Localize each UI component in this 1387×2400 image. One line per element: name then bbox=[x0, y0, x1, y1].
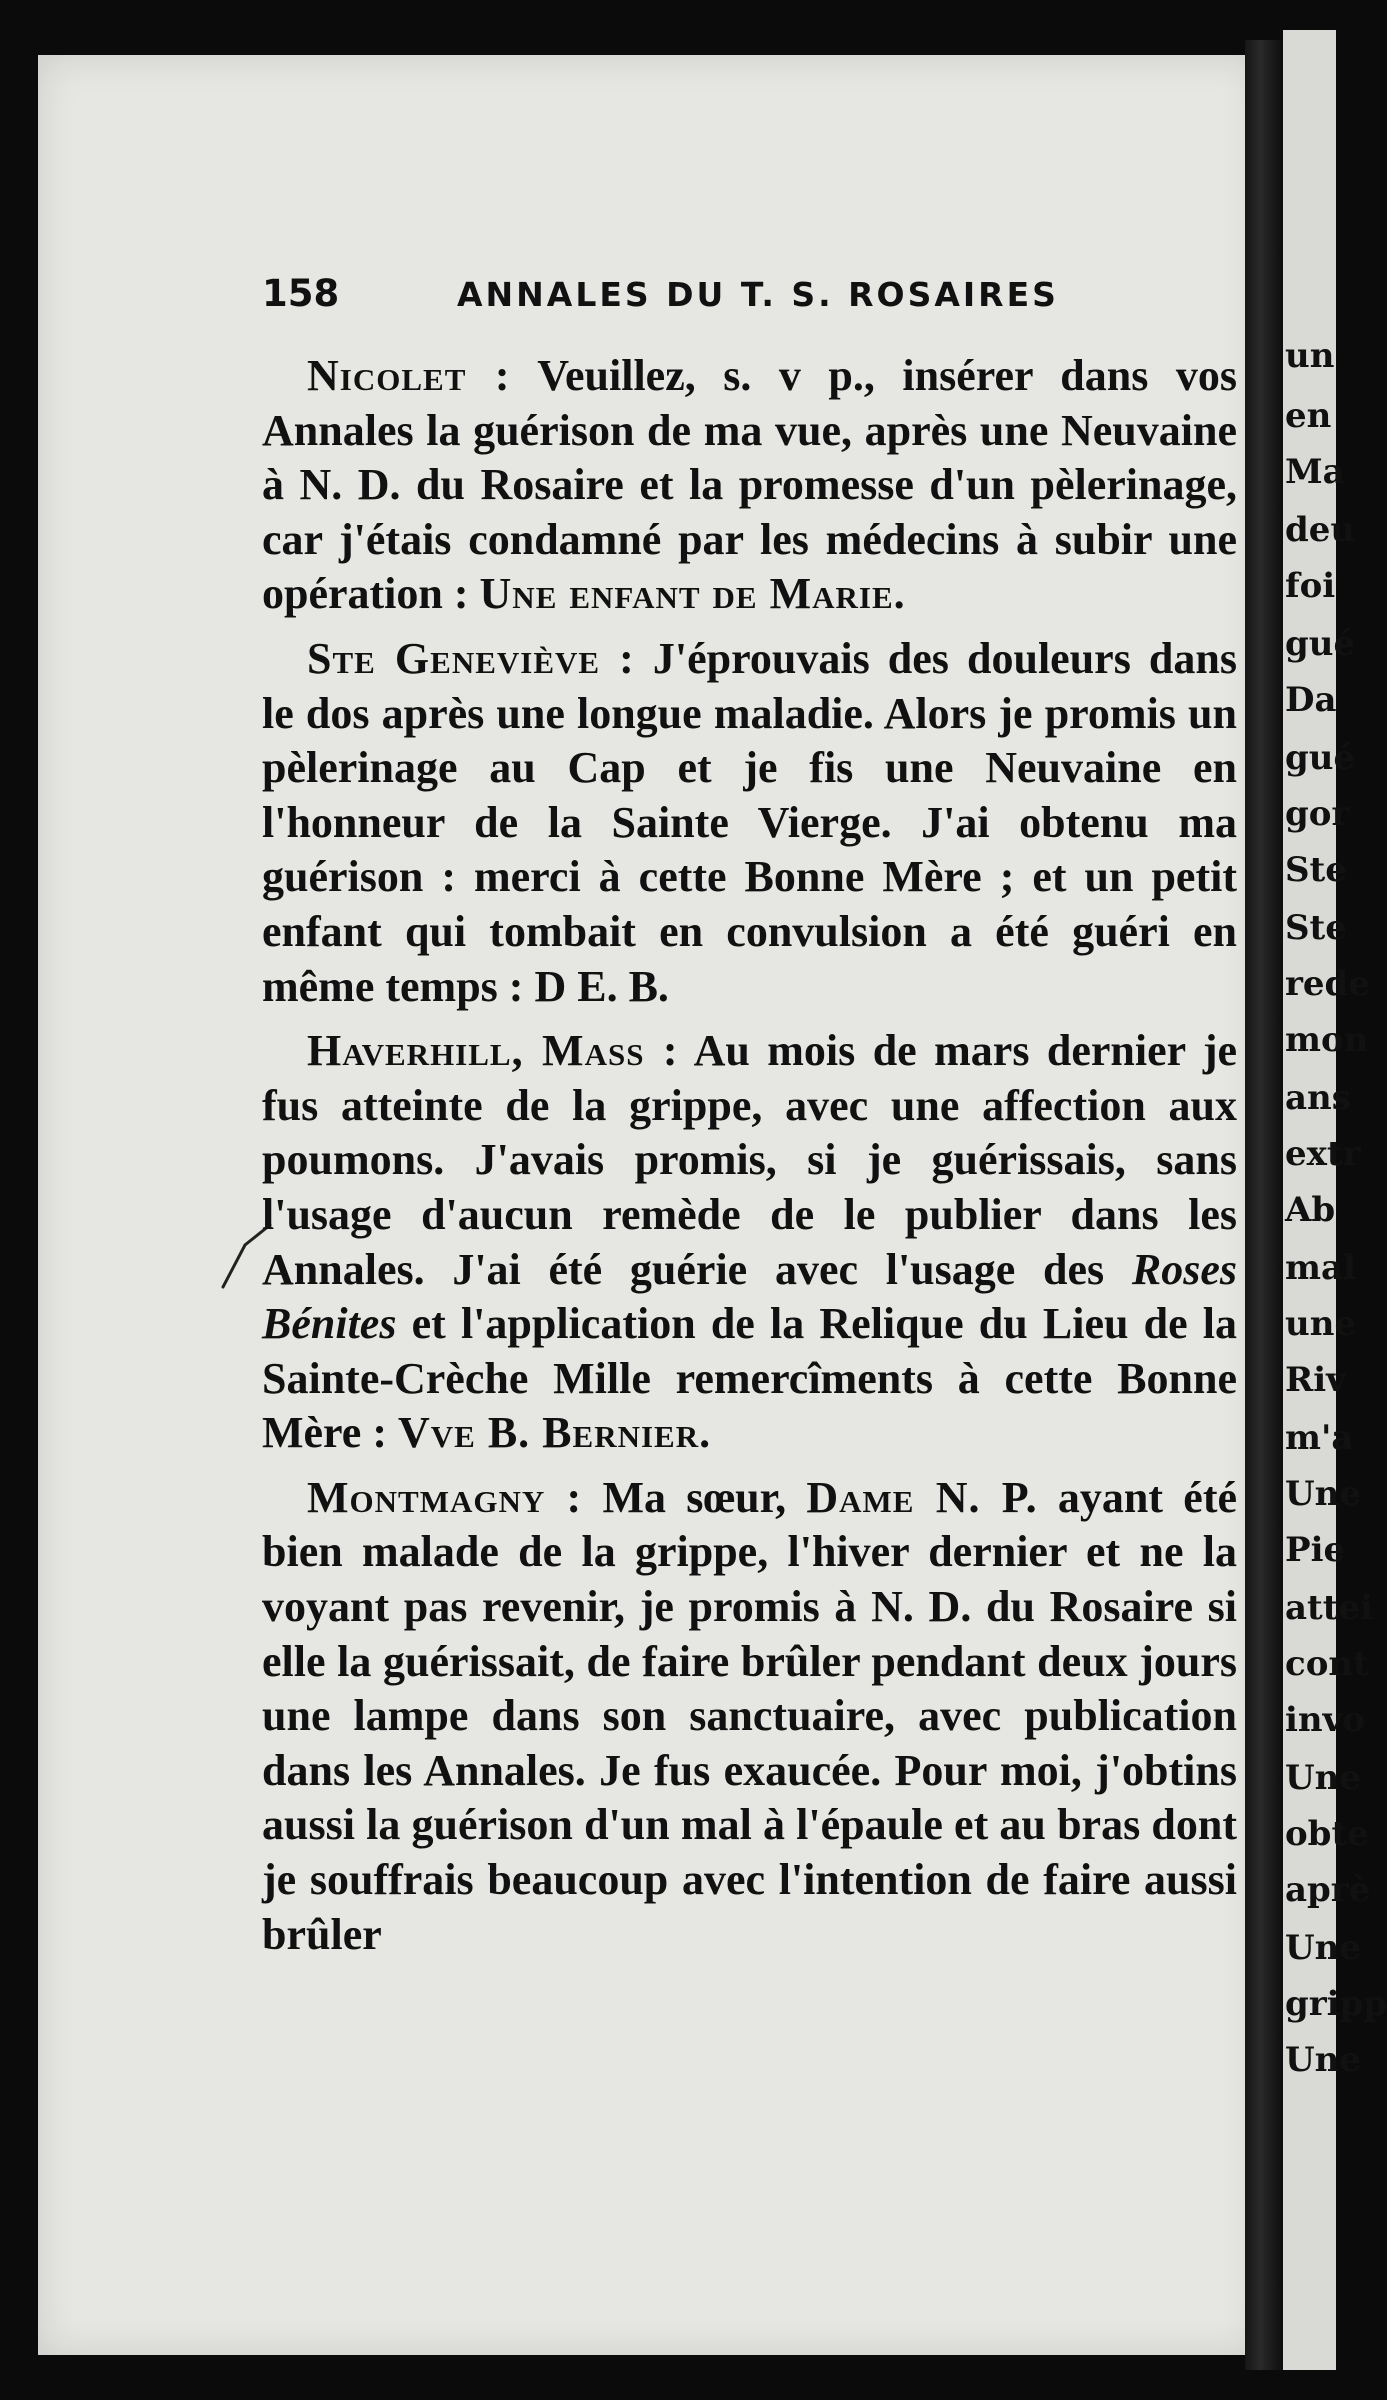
facing-fragment: Ste bbox=[1285, 908, 1347, 948]
testimony-entry bbox=[262, 1471, 1237, 1962]
entry-text: Veuillez, s. v p., insérer dans vos Annales la guérison de ma vue, après une Neuvaine à N. D. du Rosaire et la promesse d'un pèlerinage, car j'étais condamné par les médecins à subir une opération : bbox=[262, 351, 1237, 619]
entry-italic-phrase: Roses Bénites bbox=[262, 1244, 1237, 1349]
entry-text: J'éprouvais des douleurs dans le dos après une longue maladie. Alors je promis un pèlerinage au Cap et je fis une Neuvaine en l'honneur de la Sainte Vierge. J'ai obtenu ma guérison : merci à cette Bonne Mère ; et un petit enfant qui tombait en convulsion a été guéri en même temps : D E. B. bbox=[262, 633, 1237, 1011]
facing-fragment: en bbox=[1285, 396, 1332, 436]
facing-fragment: Une bbox=[1285, 1474, 1362, 1514]
facing-fragment: un bbox=[1285, 336, 1335, 376]
running-title: ANNALES DU T. S. ROSAIRES bbox=[457, 275, 1059, 314]
testimony-entry bbox=[262, 632, 1237, 1014]
entry-place: Nicolet : bbox=[307, 351, 511, 400]
facing-fragment: une bbox=[1285, 1304, 1357, 1344]
facing-fragment: Ab bbox=[1285, 1190, 1336, 1230]
facing-page-edge bbox=[1283, 30, 1387, 2370]
page-text bbox=[262, 272, 1237, 1972]
facing-fragment: obte bbox=[1285, 1814, 1369, 1854]
facing-fragment: rede bbox=[1285, 964, 1370, 1004]
facing-fragment: Une bbox=[1285, 1758, 1362, 1798]
facing-fragment: mal bbox=[1285, 1248, 1356, 1288]
facing-fragment: Riv bbox=[1285, 1360, 1346, 1400]
facing-fragment: deu bbox=[1285, 510, 1356, 550]
facing-fragment: Une bbox=[1285, 1928, 1362, 1968]
entry-signature: Vve B. Bernier. bbox=[397, 1408, 712, 1458]
entry-signature: Dame N. P. bbox=[806, 1472, 1038, 1522]
facing-fragment: Pie bbox=[1285, 1530, 1346, 1570]
entry-text: ayant été bien malade de la grippe, l'hiver dernier et ne la voyant pas revenir, je promis à N. D. du Rosaire si elle la guérissait, de faire brûler pendant deux jours une lampe dans son sanctuaire, avec publication dans les Annales. Je fus exaucée. Pour moi, j'obtins aussi la guérison d'un mal à l'épaule et au bras dont je souffrais beaucoup avec l'intention de faire aussi brûler bbox=[262, 1472, 1237, 1959]
entry-place: Ste Geneviève : bbox=[307, 633, 635, 683]
facing-fragment: foi bbox=[1285, 566, 1336, 606]
facing-fragment: gor bbox=[1285, 794, 1350, 834]
facing-fragment: attei bbox=[1285, 1588, 1373, 1628]
running-head bbox=[262, 272, 1237, 315]
facing-fragment: invo bbox=[1285, 1700, 1366, 1740]
entry-text: et l'application de la Relique du Lieu de la Sainte-Crèche Mille remercîments à cette Bonne Mère : bbox=[262, 1299, 1237, 1458]
page-number: 158 bbox=[262, 272, 340, 315]
facing-fragment: Ste bbox=[1285, 850, 1347, 890]
facing-fragment: aprè bbox=[1285, 1870, 1371, 1910]
entry-text: Au mois de mars dernier je fus atteinte de la grippe, avec une affection aux poumons. J'avais promis, si je guérissais, sans l'usage d'aucun remède de le publier dans les Annales. J'ai été guérie avec l'usage des bbox=[262, 1026, 1237, 1294]
testimony-entry bbox=[262, 349, 1237, 622]
testimony-entry bbox=[262, 1024, 1237, 1461]
facing-fragment: Une bbox=[1285, 2040, 1362, 2080]
book-gutter bbox=[1245, 40, 1283, 2370]
facing-fragment: cont bbox=[1285, 1644, 1369, 1684]
entry-place: Haverhill, Mass : bbox=[307, 1026, 679, 1076]
entry-text: Ma sœur, bbox=[582, 1472, 807, 1522]
facing-fragment: extr bbox=[1285, 1134, 1361, 1174]
facing-fragment: gripp bbox=[1285, 1984, 1387, 2024]
facing-fragment: gué bbox=[1285, 624, 1356, 664]
facing-fragment: gué bbox=[1285, 738, 1356, 778]
facing-fragment: Ma bbox=[1285, 452, 1345, 492]
facing-fragment: Da bbox=[1285, 680, 1337, 720]
facing-fragment: m'a bbox=[1285, 1418, 1354, 1458]
facing-fragment: mon bbox=[1285, 1020, 1369, 1060]
entry-place: Montmagny : bbox=[307, 1472, 583, 1522]
facing-fragment: ans bbox=[1285, 1078, 1351, 1118]
entry-signature: Une enfant de Marie. bbox=[479, 569, 906, 619]
